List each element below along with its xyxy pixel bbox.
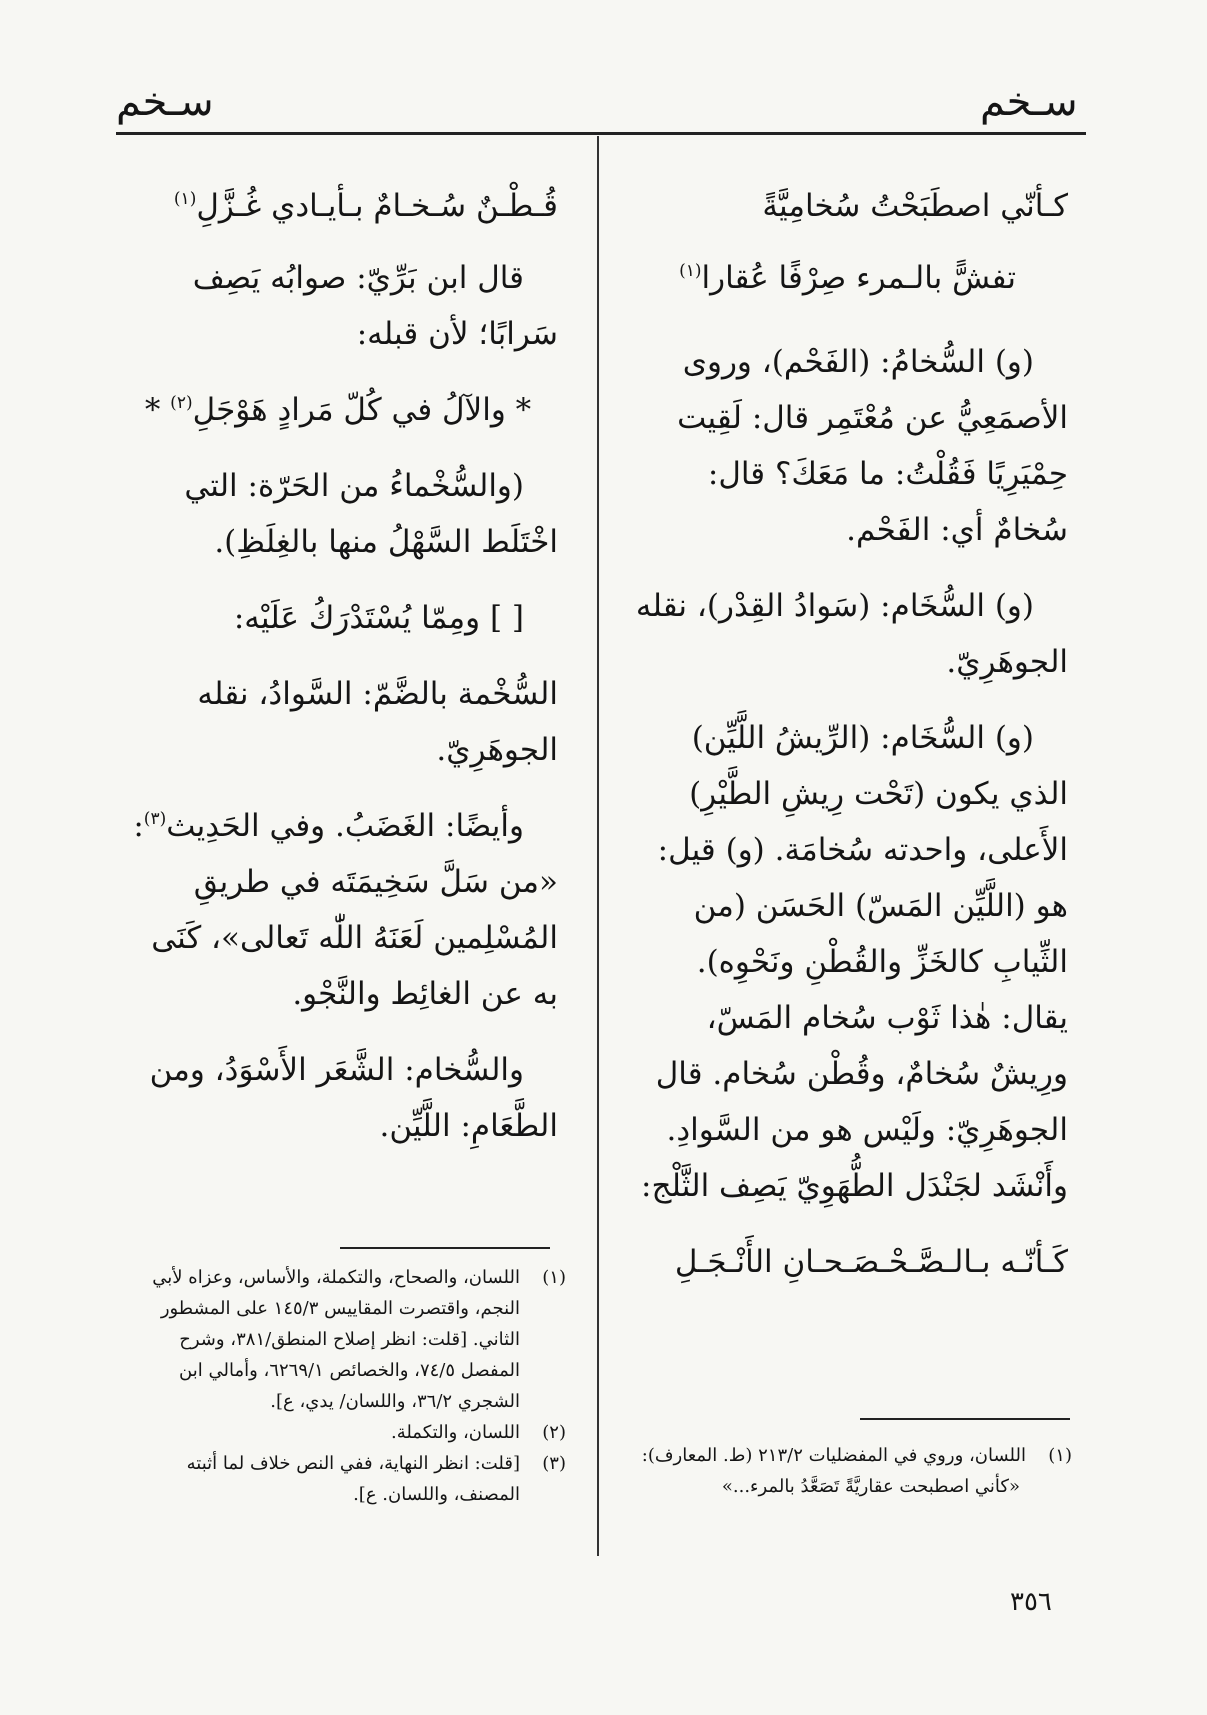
footnote-ref: (٣) bbox=[143, 809, 167, 829]
footnote: (٣) [قلت: انظر النهاية، ففي النص خلاف لما أثبته المصنف، واللسان. ع]. bbox=[186, 1453, 566, 1505]
footnote: (١) اللسان، والصحاح، والتكملة، والأساس، وعزاه لأبي النجم، واقتصرت المقاييس ١٤٥/٣ على المشطور الثاني. [قلت: انظر إصلاح المنطق/٣٨١، وشرح المفصل ٧٤/٥، والخصائص ٦٢٦٩/١، وأمالي ابن الشجري ٣٦/٢، واللسان/ يدي، ع]. bbox=[152, 1267, 566, 1412]
entry-paragraph: (و) السُّخامُ: (الفَحْم)، وروى الأصمَعِيُّ عن مُعْتَمِر قال: لَقِيت حِمْيَرِيًا فَقُلْتُ: ما مَعَكَ؟ قال: سُخامٌ أي: الفَحْم. bbox=[677, 344, 1068, 548]
left-column bbox=[118, 178, 558, 1174]
footnote-ref: (١) bbox=[173, 189, 197, 209]
entry-paragraph: والسُّخام: الشَّعَر الأَسْوَدُ، ومن الطَّعَامِ: اللَّيِّن. bbox=[149, 1052, 558, 1144]
footnote-ref: (٢) bbox=[170, 393, 193, 413]
entry-paragraph: قال ابن بَرِّيّ: صوابُه يَصِف سَرابًا؛ لأن قبله: bbox=[192, 260, 558, 352]
footnotes-right bbox=[626, 1440, 1072, 1502]
page-number: ٣٥٦ bbox=[1010, 1587, 1052, 1617]
header-root-word-right: سـخم bbox=[980, 79, 1078, 125]
entry-paragraph: وأيضًا: الغَضَبُ. وفي الحَدِيث$^{(٣)}$: «من سَلَّ سَخِيمَتَه في طريقِ المُسْلِمين لَعَنَهُ اللّٰه تَعالى»، كَنَى به عن الغائِط والنَّجْو. bbox=[133, 808, 558, 1012]
header-rule bbox=[116, 132, 1086, 135]
addendum-heading: [ ] ومِمّا يُسْتَدْرَكُ عَلَيْه: bbox=[233, 600, 524, 636]
verse-line-1: كـأنّي اصطَبَحْتُ سُخامِيَّةً bbox=[762, 188, 1068, 224]
verse-line: * والآلُ في كُلّ مَرادٍ هَوْجَلِ$^{(٢)}$ * bbox=[144, 392, 532, 428]
verse-line-2: تفشًّ بالـمرء صِرْفًا عُقارا$^{(١)}$ bbox=[679, 260, 1016, 296]
footnote: (٢) اللسان، والتكملة. bbox=[390, 1422, 566, 1443]
footnote-continuation: «كأني اصطبحت عقاريَّةً تَصَعَّدُ بالمرء...» bbox=[721, 1476, 1020, 1497]
entry-paragraph: (و) السُّخَام: (سَوادُ القِدْر)، نقله الجوهَرِيّ. bbox=[635, 588, 1068, 680]
footnote: (١) اللسان، وروي في المفضليات ٢١٣/٢ (ط. المعارف): bbox=[641, 1445, 1072, 1466]
verse-line: قُـطْـنٌ سُـخـامٌ بـأيـادي غُـزَّلِ$^{(١)}$ bbox=[173, 188, 558, 224]
footnote-ref: (١) bbox=[679, 261, 702, 281]
footnotes-left bbox=[118, 1262, 566, 1510]
right-column bbox=[626, 178, 1068, 1290]
entry-paragraph: (و) السُّخَام: (الرِّيشُ اللَّيِّن) الذي يكون (تَحْت رِيشِ الطَّيْرِ) الأَعلى، واحدته سُخامَة. (و) قيل: هو (اللَّيِّن المَسّ) الحَسَن (من الثِّيابِ كالخَزِّ والقُطْنِ ونَحْوِه). يقال: هٰذا ثَوْب سُخام المَسّ، ورِيشٌ سُخامٌ، وقُطْن سُخام. قال الجوهَرِيّ: ولَيْس هو من السَّوادِ. وأَنْشَد لجَنْدَل الطُّهَوِيّ يَصِف الثَّلْج: bbox=[641, 720, 1068, 1204]
column-divider bbox=[597, 136, 599, 1556]
footnote-rule-right bbox=[860, 1418, 1070, 1420]
footnote-rule-left bbox=[340, 1247, 550, 1249]
header-root-word-left: سـخم bbox=[116, 79, 214, 125]
verse-line: كَـأنّـه بـالـصَّـحْـصَـحـانِ الأَنْـجَـلِ bbox=[674, 1244, 1068, 1280]
entry-paragraph: (والسُّخْماءُ من الحَرّة: التي اخْتَلَط السَّهْلُ منها بالغِلَظِ). bbox=[184, 468, 558, 560]
entry-paragraph: السُّخْمة بالضَّمّ: السَّوادُ، نقله الجوهَرِيّ. bbox=[197, 676, 558, 768]
